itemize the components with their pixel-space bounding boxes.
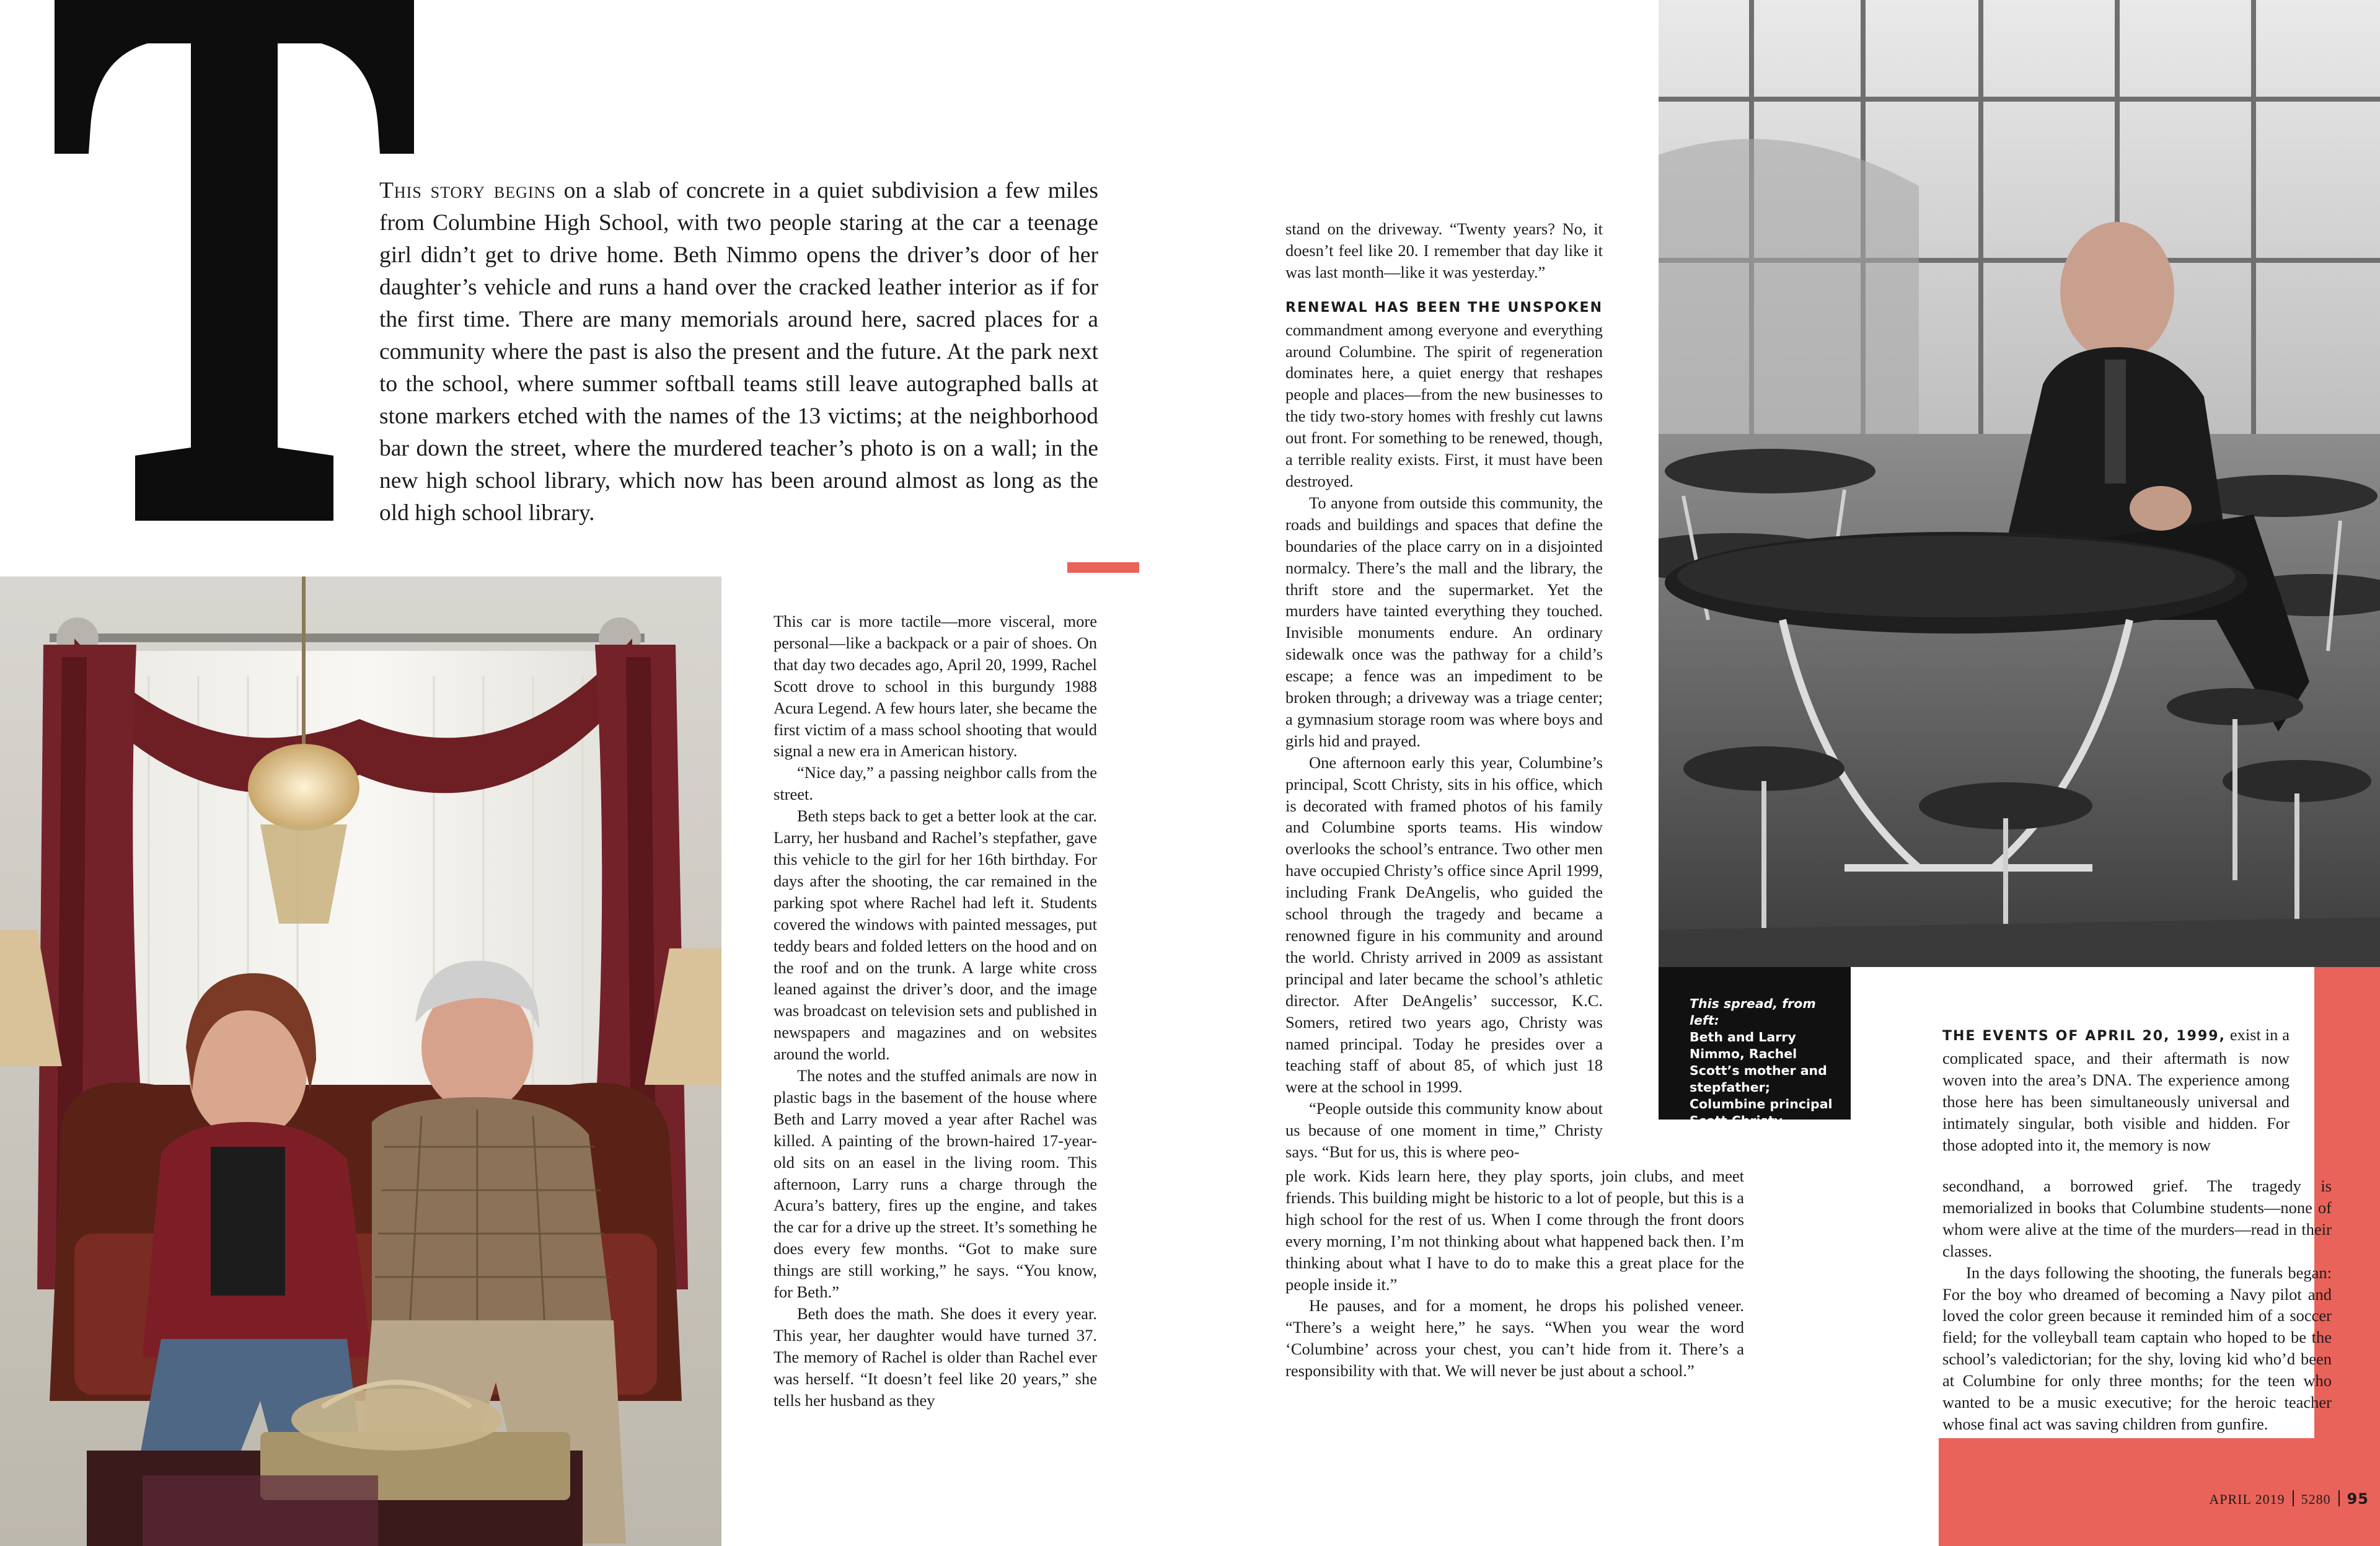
intro-paragraph xyxy=(379,175,1098,529)
col1-paragraph: The notes and the stuffed animals are now in plastic bags in the basement of the house where Beth and Larry moved a year after Rachel was killed. A painting of the brown-haired 17-year-old sits on an easel in the living room. This afternoon, Larry runs a charge through the Acura’s battery, fires up the engine, and takes the car for a drive up the street. It’s something he does every few months. “Got to make sure things are still working,” he says. “You know, for Beth.” xyxy=(774,1066,1097,1302)
col1-paragraph: Beth steps back to get a better look at the car. Larry, her husband and Rachel’s stepfather, gave this vehicle to the girl for her 16th birthday. For days after the shooting, the car remained in the parking spot where Rachel had left it. Students covered the windows with painted messages, put teddy bears and folded letters on the hood and on the roof and on the trunk. A large white cross leaned against the driver’s door, and the image was broadcast on television sets and published in newspapers and magazines and on websites around the world. xyxy=(774,806,1097,1064)
col2-paragraph: To anyone from outside this community, the roads and buildings and spaces that define the boundaries of the place carry on in a disjointed normalcy. There’s the mall and the library, the thrift store and the supermarket. Yet the murders have tainted everything they touched. Invisible monuments endure. An ordinary sidewalk once was the pathway for a child’s escape; a fence was an impediment to be broken through; a driveway was a triage center; a gymnasium storage room was where boys and girls hid and prayed. xyxy=(1285,493,1603,750)
col3-section-paragraph: THE EVENTS OF APRIL 20, 1999, exist in a complicated space, and their aftermath is now woven into the area’s DNA. The experience among those here has been simultaneously universal and intimately singular, both visible and hidden. For those adopted into it, the memory is now xyxy=(1942,1025,2290,1154)
couple-photo xyxy=(0,576,721,1546)
caption-heading: This spread, from left: xyxy=(1690,996,1816,1028)
accent-bar xyxy=(1067,562,1139,573)
col1-paragraph: This car is more tactile—more visceral, more personal—like a backpack or a pair of shoes. On that day two decades ago, April 20, 1999, Rachel Scott drove to school in this burgundy 1988 Acura Legend. A few hours later, she became the first victim of a mass school shooting that would signal a new era in American history. xyxy=(774,612,1097,761)
page-footer xyxy=(2140,1490,2369,1515)
col2-paragraph: “People outside this community know about us because of one moment in time,” Christy says. “But for us, this is where peo- xyxy=(1285,1099,1603,1162)
col2-section-paragraph: RENEWAL HAS BEEN THE UNSPOKEN commandment among everyone and everything around Columbine. The spirit of regeneration dominates here, a quiet energy that reshapes people and places—from the new businesses to the tidy two-story homes with freshly cut lawns out front. For something to be renewed, though, a terrible reality exists. First, it must have been destroyed. xyxy=(1285,299,1603,490)
col3-paragraph: secondhand, a borrowed grief. The tragedy is memorialized in books that Columbine students—none of whom were alive at the time of the murders—read in their classes. xyxy=(1942,1177,2332,1260)
col2-paragraph: stand on the driveway. “Twenty years? No, it doesn’t feel like 20. I remember that day like it was last month—like it was yesterday.” xyxy=(1285,219,1603,281)
body-column-3 xyxy=(1942,1024,2290,1155)
intro-text: on a slab of concrete in a quiet subdivision a few miles from Columbine High School, with two people staring at the car a teenage girl didn’t get to drive home. Beth Nimmo opens the driver’s door of her daughter’s vehicle and runs a hand over the cracked leather interior as if for the first time. There are many memorials around here, sacred places for a community where the past is also the present and the future. At the park next to the school, where summer softball teams still leave autographed balls at stone markers etched with the names of the 13 victims; at the neighborhood bar down the street, where the murdered teacher’s photo is on a wall; in the new high school library, which now has been around almost as long as the old high school library. xyxy=(379,178,1098,526)
body-column-2-wide xyxy=(1285,1165,1744,1382)
col2-paragraph: One afternoon early this year, Columbine’s principal, Scott Christy, sits in his office, which is decorated with framed photos of his family and Columbine sports teams. His window overlooks the school’s entrance. Two other men have occupied Christy’s office since April 1999, including Frank DeAngelis, who guided the school through the tragedy and became a renowned figure in his community and around the world. Christy arrived in 2009 as assistant principal and later became the school’s athletic director. After DeAngelis’ successor, K.C. Somers, retired two years ago, Christy was named principal. Today he presides over a teaching staff of about 85, of which just 18 were at the school in 1999. xyxy=(1285,753,1603,1097)
col1-paragraph: Beth does the math. She does it every year. This year, her daughter would have turned 37. The memory of Rachel is older than Rachel ever was herself. “It doesn’t feel like 20 years,” she tells her husband as they xyxy=(774,1304,1097,1410)
col3-paragraph: In the days following the shooting, the funerals began: For the boy who dreamed of becoming a Navy pilot and loved the color green because it reminded him of a soccer field; for the volleyball team captain who hoped to be the school’s valedictorian; for the shy, loving kid who’d been at Columbine for only three months; for the teen who wanted to be a music executive; for the heroic teacher whose final act was saving children from gunfire. xyxy=(1942,1263,2332,1433)
footer-divider xyxy=(2338,1490,2340,1506)
col1-paragraph: “Nice day,” a passing neighbor calls from the street. xyxy=(774,763,1097,804)
body-column-3-wide xyxy=(1942,1175,2332,1435)
col2-paragraph: He pauses, and for a moment, he drops his polished veneer. “There’s a weight here,” he says. “When you wear the word ‘Columbine’ across your chest, you can’t hide from it. There’s a responsibility with that. We will never be just about a school.” xyxy=(1285,1296,1744,1380)
section-lead-caps: THE EVENTS OF APRIL 20, 1999, xyxy=(1942,1028,2226,1044)
col2-paragraph: ple work. Kids learn here, they play sports, join clubs, and meet friends. This building might be historic to a lot of people, but this is a high school for the rest of us. When I come through the front doors every morning, I’m not thinking about what happened back then. I’m thinking about what I have to do to make this a great place for the people inside it.” xyxy=(1285,1167,1744,1294)
intro-lead-smallcaps: This story begins xyxy=(379,178,556,203)
footer-divider xyxy=(2293,1490,2294,1506)
caption-text: Beth and Larry Nimmo, Rachel Scott’s mother and stepfather; Columbine principal Scott Christy xyxy=(1690,1030,1833,1128)
magazine-name: 5280 xyxy=(2301,1491,2331,1507)
section-lead-caps: RENEWAL HAS BEEN THE UNSPOKEN xyxy=(1285,299,1603,316)
body-column-2 xyxy=(1285,218,1603,1163)
issue-date: APRIL 2019 xyxy=(2209,1491,2285,1507)
principal-photo xyxy=(1659,0,2380,967)
body-column-1 xyxy=(774,611,1097,1411)
photo-caption xyxy=(1659,967,1851,1128)
page-number: 95 xyxy=(2347,1490,2369,1508)
drop-cap-letter xyxy=(55,0,414,521)
